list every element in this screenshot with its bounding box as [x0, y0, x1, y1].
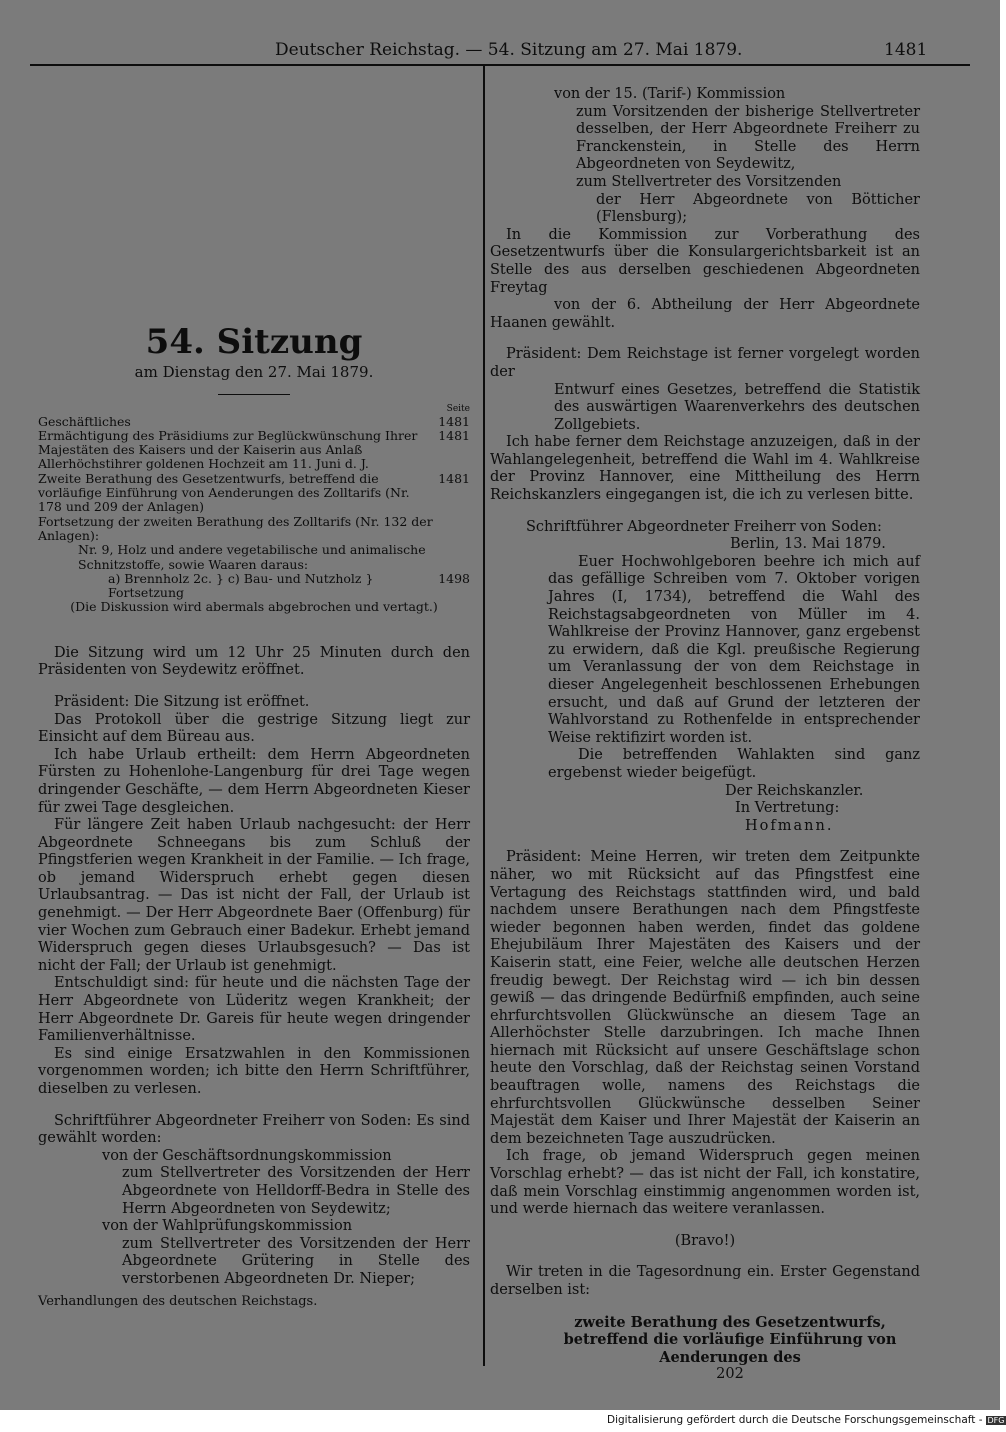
paragraph: von der Geschäftsordnungskommission: [102, 1147, 392, 1164]
toc-page-header: Seite: [446, 403, 470, 414]
right-column: [490, 86, 920, 1384]
paragraph: zum Vorsitzenden der bisherige Stellvertreter desselben, der Herr Abgeordnete Freiherr zu Franckenstein, in Stelle des Herrn Abgeordneten von Seydewitz,: [576, 103, 920, 173]
header-page-number: 1481: [884, 40, 928, 60]
paragraph: Entwurf eines Gesetzes, betreffend die Statistik des auswärtigen Waarenverkehrs des deutschen Zollgebiets.: [554, 381, 920, 433]
toc-item: a) Brennholz 2c. } c) Bau- und Nutzholz } Fortsetzung 1498: [108, 570, 470, 601]
letter-body: Euer Hochwohlgeboren beehre ich mich auf das gefällige Schreiben vom 7. Oktober vorigen Jahres (I, 1734), betreffend die Wahl des Reichstagsabgeordneten von Müller im 4. Wahlkreise der Provinz Hannover, ganz ergebenst zu erwidern, daß die Kgl. preußische Regierung um Veranlassung der von dem Reichstage in dieser Angelegenheit beschlossenen Erhebungen ersucht, und daß auf Grund der letzteren der Wahlvorstand zu Rothenfelde in entsprechender Weise rektifizirt worden ist.: [548, 553, 920, 746]
paragraph: Entschuldigt sind: für heute und die nächsten Tage der Herr Abgeordnete von Lüderitz wegen Krankheit; der Herr Abgeordnete Dr. Gareis für heute wegen dringender Familienverhältnisse.: [38, 975, 470, 1045]
paragraph: Wir treten in die Tagesordnung ein. Erster Gegenstand derselben ist:: [490, 1264, 920, 1298]
sheet-number: 202: [716, 1366, 744, 1383]
letter-date: Berlin, 13. Mai 1879.: [730, 536, 886, 553]
toc-note: (Die Diskussion wird abermals abgebrochen und vertagt.): [70, 599, 438, 615]
paragraph: Die Sitzung wird um 12 Uhr 25 Minuten durch den Präsidenten von Seydewitz eröffnet.: [38, 644, 470, 679]
paragraph: Das Protokoll über die gestrige Sitzung liegt zur Einsicht auf dem Büreau aus.: [38, 711, 470, 746]
paragraph: Präsident: Meine Herren, wir treten dem Zeitpunkte näher, wo mit Rücksicht auf das Pfingstfest eine Vertagung des Reichstags stattfinden wird, und bald nachdem unsere Berathungen nach dem Pfingstfeste wieder begonnen haben werden, findet das goldene Ehejubiläum Ihrer Majestäten des Kaisers und der Kaiserin statt, eine Feier, welche alle deutschen Herzen freudig bewegt. Der Reichstag wird — ich bin dessen gewiß — das dringende Bedürfniß empfinden, auch seine ehrfurchtsvollen Glückwünsche an diesem Tage an Allerhöchster Stelle darzubringen. Ich mache Ihnen hiernach mit Rücksicht auf unsere Geschäftslage schon heute den Vorschlag, daß der Reichstag seinen Vorstand beauftragen wolle, namens des Reichstags die ehrfurchtsvollen Glückwünsche desselben Seiner Majestät dem Kaiser und Ihrer Majestät der Kaiserin an dem bezeichneten Tage auszudrücken.: [490, 849, 920, 1147]
session-title: 54. Sitzung: [145, 322, 363, 362]
toc-item: Nr. 9, Holz und andere vegetabilische und animalische Schnitzstoffe, sowie Waaren daraus:: [78, 542, 426, 572]
paragraph: Schriftführer Abgeordneter Freiherr von Soden:: [526, 518, 882, 535]
paragraph: von der Wahlprüfungskommission: [102, 1218, 353, 1235]
letter-signature: Der Reichskanzler.: [725, 782, 864, 799]
dfg-logo: DFG: [987, 1416, 1005, 1425]
paragraph: von der 15. (Tarif-) Kommission: [554, 86, 786, 102]
paragraph: Ich frage, ob jemand Widerspruch gegen meinen Vorschlag erhebt? — das ist nicht der Fall, ich konstatire, daß mein Vorschlag einstimmig angenommen worden ist, und werde hiernach das weitere veranlassen.: [490, 1148, 920, 1218]
paragraph: von der 6. Abtheilung der Herr Abgeordnete Haanen gewählt.: [490, 297, 920, 331]
letter-body: Die betreffenden Wahlakten sind ganz ergebenst wieder beigefügt.: [548, 747, 920, 781]
toc-item: Fortsetzung der zweiten Berathung des Zolltarifs (Nr. 132 der Anlagen):: [38, 513, 433, 543]
page-footer: Verhandlungen des deutschen Reichstags.: [38, 1293, 318, 1309]
digitization-credit: [607, 1414, 1006, 1426]
paragraph: zum Stellvertreter des Vorsitzenden der Herr Abgeordnete von Helldorff-Bedra in Stelle des Herrn Abgeordneten von Seydewitz;: [122, 1165, 470, 1217]
paragraph: der Herr Abgeordnete von Bötticher (Flensburg);: [596, 191, 920, 226]
session-date: am Dienstag den 27. Mai 1879.: [134, 363, 374, 381]
running-header: [0, 40, 1000, 64]
paragraph: zum Stellvertreter des Vorsitzenden: [576, 173, 842, 190]
left-column: [38, 64, 470, 1310]
toc-item: Zweite Berathung des Gesetzentwurfs, betreffend die vorläufige Einführung von Aenderungen des Zolltarifs (Nr. 178 und 209 der Anlagen) 1481: [38, 470, 470, 515]
column-divider: [483, 66, 485, 1366]
paragraph: Ich habe ferner dem Reichstage anzuzeigen, daß in der Wahlangelegenheit, betreffend die Wahl im 4. Wahlkreise der Provinz Hannover, eine Mittheilung des Herrn Reichskanzlers eingegangen ist, die ich zu verlesen bitte.: [490, 434, 920, 504]
table-of-contents: [38, 403, 470, 615]
paragraph: Für längere Zeit haben Urlaub nachgesucht: der Herr Abgeordnete Schneegans bis zum Schluß der Pfingstferien wegen Krankheit in der Familie. — Ich frage, ob jemand Widerspruch erhebt gegen diesen Urlaubsantrag. — Das ist nicht der Fall, der Urlaub ist genehmigt. — Der Herr Abgeordnete Baer (Offenburg) für vier Wochen zum Gebrauch einer Badekur. Erhebt jemand Widerspruch gegen dieses Urlaubsgesuch? — Das ist nicht der Fall; der Urlaub ist genehmigt.: [38, 817, 470, 974]
paragraph: zum Stellvertreter des Vorsitzenden der Herr Abgeordnete Grütering in Stelle des verstorbenen Abgeordneten Dr. Nieper;: [122, 1235, 470, 1287]
title-rule: [218, 394, 290, 395]
letter-signature: In Vertretung:: [735, 800, 840, 817]
toc-item: Geschäftliches 1481: [38, 413, 470, 429]
agenda-item: zweite Berathung des Gesetzentwurfs, betreffend die vorläufige Einführung von Aenderungen des: [563, 1313, 897, 1366]
paragraph: Es sind einige Ersatzwahlen in den Kommissionen vorgenommen worden; ich bitte den Herrn Schriftführer, dieselben zu verlesen.: [38, 1045, 470, 1097]
paragraph: (Bravo!): [674, 1232, 736, 1249]
letter-signature: Hofmann.: [745, 817, 834, 834]
paragraph: In die Kommission zur Vorberathung des Gesetzentwurfs über die Konsulargerichtsbarkeit ist an Stelle des aus derselben geschiedenen Abgeordneten Freytag: [490, 226, 920, 296]
paragraph: Präsident: Dem Reichstage ist ferner vorgelegt worden der: [490, 346, 920, 380]
header-title: Deutscher Reichstag. — 54. Sitzung am 27. Mai 1879.: [275, 40, 743, 60]
paragraph: Ich habe Urlaub ertheilt: dem Herrn Abgeordneten Fürsten zu Hohenlohe-Langenburg für drei Tage wegen dringender Geschäfte, — dem Herrn Abgeordneten Kieser für zwei Tage desgleichen.: [38, 746, 470, 816]
paragraph: Schriftführer Abgeordneter Freiherr von Soden: Es sind gewählt worden:: [38, 1112, 470, 1147]
toc-item: Ermächtigung des Präsidiums zur Beglückwünschung Ihrer Majestäten des Kaisers und der Kaiserin aus Anlaß Allerhöchstihrer goldenen Hochzeit am 11. Juni d. J. 1481: [38, 427, 470, 472]
paragraph: Präsident: Die Sitzung ist eröffnet.: [54, 693, 310, 710]
credit-text: Digitalisierung gefördert durch die Deutsche Forschungsgemeinschaft -: [607, 1414, 983, 1426]
